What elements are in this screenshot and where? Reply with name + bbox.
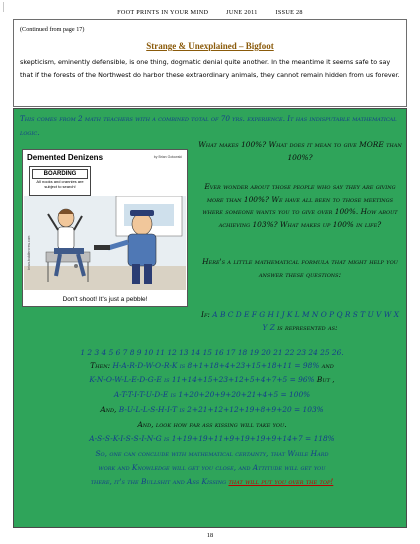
continued-note: (Continued from page 17) <box>20 26 85 33</box>
question-more-than-100 <box>198 181 402 231</box>
bull-formula <box>20 403 404 416</box>
and-label-2: And, <box>100 405 117 414</box>
issue-date: JUNE 2011 <box>226 9 258 16</box>
attitude-formula <box>20 388 404 401</box>
boarding-sign-title: BOARDING <box>32 169 88 179</box>
knowledge-calc: is 11+14+15+23+12+5+4+7+5 = 96% <box>164 375 315 384</box>
question-meetings: Ever wonder about those people who say they are giving more than 100%? We have all been to those meetings where someone wants you to give over 100%. <box>202 182 396 216</box>
but-label: But , <box>316 375 335 384</box>
hardwork-calc: is 8+1+18+4+23+15+18+11 = 98% <box>179 361 320 370</box>
boarding-sign-text: All nooks and crannies are subject to search! <box>36 179 84 189</box>
cartoon-title: Demented Denizens <box>27 153 104 162</box>
bigfoot-article-box <box>13 19 407 107</box>
cartoon-author: by Brian Gotowski <box>153 155 182 159</box>
cartoon-illustration <box>24 196 186 290</box>
conclusion-line-2: work and Knowledge will get you close, and Attitude will get you <box>98 463 326 472</box>
hardwork-word: H-A-R-D-W-O-R-K <box>112 361 178 370</box>
alphabet-if: If: <box>201 310 210 319</box>
boarding-sign <box>29 166 91 196</box>
question-103: How about achieving 103%? What makes up 100% in life? <box>218 207 398 229</box>
alphabet-is: is represented as: <box>277 322 338 332</box>
hardwork-formula <box>20 359 404 372</box>
formula-intro: Here's a little mathematical formula that might help you answer these questions: <box>202 257 398 279</box>
conclusion-line-1: So, one can conclude with mathematical certainty, that While Hard <box>95 449 329 458</box>
cartoon-website: brian-toddlercrew.com <box>27 235 31 270</box>
conclusion-line-3 <box>20 475 404 488</box>
attitude-calc: is 1+20+20+9+20+21+4+5 = 100% <box>170 390 311 399</box>
cartoon-caption: Don't shoot! It's just a pebble! <box>62 296 148 303</box>
publication-name: FOOT PRINTS IN YOUR MIND <box>117 9 209 16</box>
then-label: Then: <box>90 361 111 370</box>
asskiss-word: A-S-S-K-I-S-S-I-N-G <box>89 434 162 443</box>
bull-calc: is 2+21+12+12+19+8+9+20 = 103% <box>179 405 324 414</box>
asskiss-formula <box>20 432 404 445</box>
conclusion-over-the-top: that will put you over the top! <box>228 477 334 486</box>
page-number: 18 <box>206 532 214 539</box>
alphabet-numbers: 1 2 3 4 5 6 7 8 9 10 11 12 13 14 15 16 17 18 19 20 21 22 23 24 25 26. <box>80 348 344 357</box>
cartoon-panel <box>22 149 188 307</box>
alphabet-line <box>198 309 402 334</box>
page-header <box>0 9 420 16</box>
attitude-word: A-T-T-I-T-U-D-E <box>113 390 169 399</box>
article-body: skepticism, eminently defensible, is one thing, dogmatic denial quite another. In the meantime it seems safe to say that if the forests of the Northwest do harbor these extraordinary animals, they cannot remain hidden from us forever. <box>20 58 400 79</box>
and-label-1: and <box>321 361 334 370</box>
alphabet-letters: A B C D E F G H I J K L M N O P Q R S T U V W X Y Z <box>212 310 399 332</box>
knowledge-formula <box>20 373 404 386</box>
knowledge-word: K-N-O-W-L-E-D-G-E <box>89 375 162 384</box>
math-article-box <box>13 108 407 528</box>
article-title: Strange & Unexplained – Bigfoot <box>146 41 274 51</box>
ass-kissing-intro: And, look how far ass kissing will take you. <box>137 420 287 429</box>
issue-number: ISSUE 28 <box>275 9 303 16</box>
conclusion-bullshit: there, it's the Bullshit and Ass Kissing <box>90 477 227 486</box>
bull-word: B-U-L-L-S-H-I-T <box>118 405 178 414</box>
intro-text: This comes from 2 math teachers with a combined total of 70 yrs. experience. It has indisputable mathematical logic. <box>20 114 397 137</box>
question-100-percent: What makes 100%? What does it mean to give MORE than 100%? <box>198 140 402 162</box>
asskiss-calc: is 1+19+19+11+9+19+19+9+14+7 = 118% <box>163 434 335 443</box>
